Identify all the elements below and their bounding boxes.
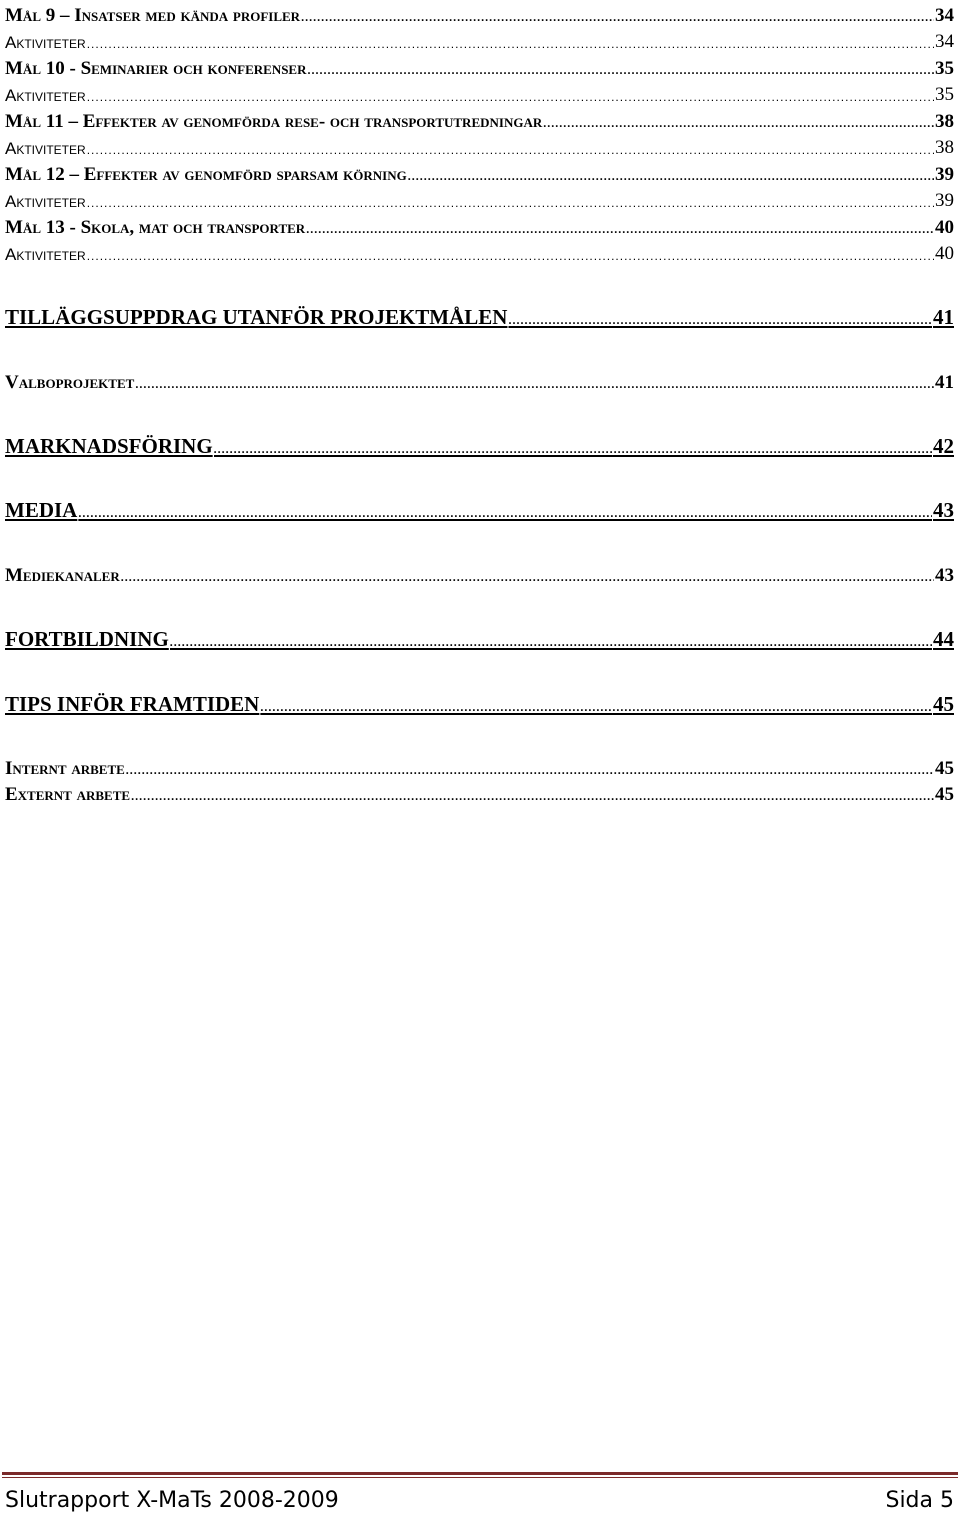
toc-entry-page: 45 xyxy=(935,758,954,780)
toc-entry-page: 39 xyxy=(935,190,954,212)
toc-entry-title: Aktiviteter xyxy=(5,139,86,159)
toc-entry-title: Internt arbete xyxy=(5,758,125,780)
toc-leader-dots xyxy=(87,87,934,105)
footer-rule-thin xyxy=(2,1477,958,1478)
toc-leader-dots xyxy=(214,435,932,457)
toc-entry-title: Valboprojektet xyxy=(5,372,135,394)
toc-entry-title: Mål 11 – Effekter av genomförda rese- och transportutredningar xyxy=(5,111,543,133)
toc-entry-page: 43 xyxy=(935,565,954,587)
toc-entry-page: 41 xyxy=(933,304,954,329)
toc-entry[interactable] xyxy=(5,238,954,264)
toc-entry-page: 45 xyxy=(935,784,954,806)
toc-entry-page: 44 xyxy=(933,626,954,651)
toc-entry-page: 35 xyxy=(935,84,954,106)
page-footer xyxy=(5,1484,954,1516)
toc-entry[interactable] xyxy=(5,689,954,715)
toc-entry-page: 42 xyxy=(933,433,954,458)
toc-leader-dots xyxy=(131,785,934,805)
toc-entry[interactable] xyxy=(5,106,954,132)
toc-entry[interactable] xyxy=(5,132,954,158)
toc-leader-dots xyxy=(260,693,932,715)
toc-entry[interactable] xyxy=(5,624,954,650)
toc-entry-title: Aktiviteter xyxy=(5,192,86,212)
toc-leader-dots xyxy=(87,246,934,264)
toc-leader-dots xyxy=(306,218,934,238)
toc-entry[interactable] xyxy=(5,212,954,238)
toc-leader-dots xyxy=(121,566,934,586)
toc-entry[interactable] xyxy=(5,779,954,805)
toc-entry-page: 34 xyxy=(935,31,954,53)
toc-entry[interactable] xyxy=(5,367,954,393)
toc-leader-dots xyxy=(78,499,932,521)
toc-entry-page: 40 xyxy=(935,217,954,239)
toc-entry[interactable] xyxy=(5,79,954,105)
toc-entry[interactable] xyxy=(5,53,954,79)
toc-entry-page: 40 xyxy=(935,243,954,265)
toc-entry-title: Mediekanaler xyxy=(5,565,120,587)
toc-entry-title: Mål 12 – Effekter av genomförd sparsam körning xyxy=(5,164,407,186)
toc-entry[interactable] xyxy=(5,495,954,521)
toc-entry-title: FORTBILDNING xyxy=(5,626,169,651)
toc-entry[interactable] xyxy=(5,302,954,328)
toc-entry-page: 39 xyxy=(935,164,954,186)
toc-leader-dots xyxy=(301,6,934,26)
toc-entry-title: Mål 13 - Skola, mat och transporter xyxy=(5,217,306,239)
footer-page-number: Sida 5 xyxy=(885,1487,954,1513)
footer-report-title: Slutrapport X-MaTs 2008-2009 xyxy=(5,1487,339,1513)
toc-entry[interactable] xyxy=(5,0,954,26)
toc-entry[interactable] xyxy=(5,26,954,52)
toc-entry-page: 35 xyxy=(935,58,954,80)
toc-leader-dots xyxy=(135,373,934,393)
toc-leader-dots xyxy=(408,165,934,185)
toc-entry-title: Aktiviteter xyxy=(5,86,86,106)
toc-entry-title: Mål 10 - Seminarier och konferenser xyxy=(5,58,307,80)
toc-leader-dots xyxy=(543,112,934,132)
toc-entry-page: 34 xyxy=(935,5,954,27)
toc-entry-page: 45 xyxy=(933,691,954,716)
toc-leader-dots xyxy=(87,140,934,158)
toc-leader-dots xyxy=(87,193,934,211)
toc-entry-page: 38 xyxy=(935,137,954,159)
toc-entry-page: 38 xyxy=(935,111,954,133)
toc-entry-title: MARKNADSFÖRING xyxy=(5,433,213,458)
footer-rule xyxy=(2,1472,958,1475)
toc-entry-page: 41 xyxy=(935,372,954,394)
toc-entry-title: TILLÄGGSUPPDRAG UTANFÖR PROJEKTMÅLEN xyxy=(5,304,508,329)
toc-entry-page: 43 xyxy=(933,497,954,522)
toc-entry[interactable] xyxy=(5,185,954,211)
toc-entry-title: TIPS INFÖR FRAMTIDEN xyxy=(5,691,260,716)
toc-entry[interactable] xyxy=(5,431,954,457)
toc-leader-dots xyxy=(308,59,935,79)
toc-leader-dots xyxy=(508,306,932,328)
toc-entry[interactable] xyxy=(5,560,954,586)
toc-leader-dots xyxy=(170,628,932,650)
toc-entry-title: MEDIA xyxy=(5,497,78,522)
toc-entry-title: Externt arbete xyxy=(5,784,131,806)
toc-leader-dots xyxy=(126,759,934,779)
toc-entry-title: Aktiviteter xyxy=(5,33,86,53)
toc-entry[interactable] xyxy=(5,159,954,185)
toc-entry[interactable] xyxy=(5,753,954,779)
toc-leader-dots xyxy=(87,34,934,52)
toc-entry-title: Mål 9 – Insatser med kända profiler xyxy=(5,5,301,27)
toc-entry-title: Aktiviteter xyxy=(5,245,86,265)
